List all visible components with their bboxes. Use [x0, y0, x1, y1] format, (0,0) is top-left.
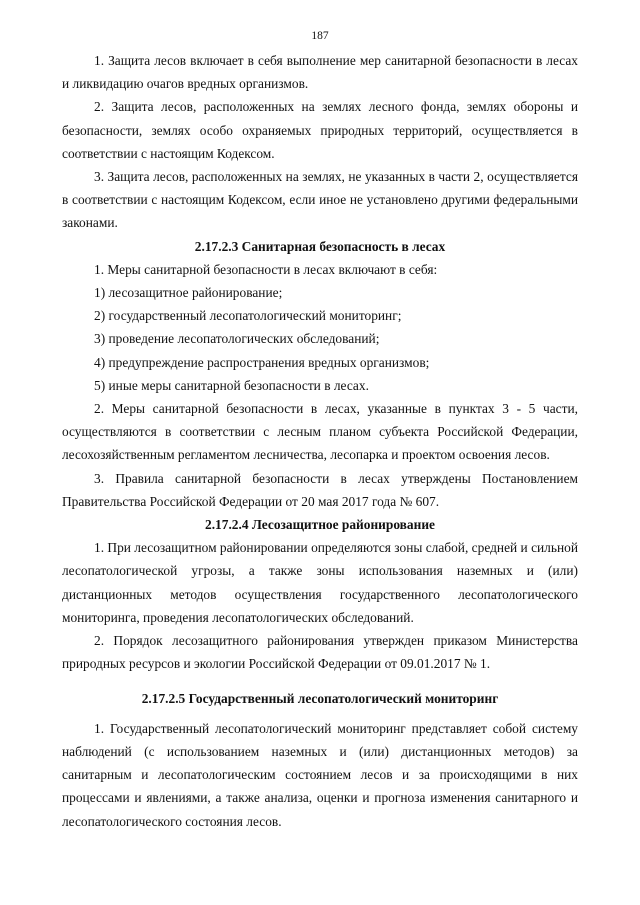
- section-heading: 2.17.2.4 Лесозащитное районирование: [205, 517, 435, 533]
- paragraph: 2) государственный лесопатологический мониторинг;: [94, 308, 402, 324]
- paragraph: 3) проведение лесопатологических обследований;: [94, 331, 380, 347]
- section-heading: 2.17.2.5 Государственный лесопатологический мониторинг: [141, 691, 499, 707]
- paragraph: 2. Меры санитарной безопасности в лесах, указанные в пунктах 3 - 5 части, осуществляются в соответствии с лесным планом субъекта Российской Федерации, лесохозяйственным регламентом лесничества, лесопарка и проектом освоения лесов.: [62, 401, 578, 463]
- section-heading: 2.17.2.3 Санитарная безопасность в лесах: [194, 238, 446, 254]
- paragraph: 2. Порядок лесозащитного районирования утвержден приказом Министерства природных ресурсов и экологии Российской Федерации от 09.01.2017 № 1.: [62, 633, 578, 672]
- paragraph: 2. Защита лесов, расположенных на землях лесного фонда, землях обороны и безопасности, землях особо охраняемых природных территорий, осуществляется в соответствии с настоящим Кодексом.: [62, 99, 578, 161]
- paragraph: 1. Меры санитарной безопасности в лесах включают в себя:: [94, 261, 438, 277]
- paragraph: 3. Защита лесов, расположенных на землях, не указанных в части 2, осуществляется в соответствии с настоящим Кодексом, если иное не установлено другими федеральными законами.: [62, 169, 578, 231]
- paragraph: 1. Государственный лесопатологический мониторинг представляет собой систему наблюдений (с использованием наземных и (или) дистанционных методов) за санитарным и лесопатологическим состоянием лесов и за происходящими в них процессами и явлениями, а также анализа, оценки и прогноза изменения санитарного и лесопатологического состояния лесов.: [62, 720, 578, 829]
- document-body: [62, 49, 578, 833]
- paragraph: 1. Защита лесов включает в себя выполнение мер санитарной безопасности в лесах и ликвидацию очагов вредных организмов.: [62, 53, 578, 92]
- paragraph: 5) иные меры санитарной безопасности в лесах.: [94, 377, 369, 393]
- page-number: 187: [311, 30, 329, 42]
- paragraph: 4) предупреждение распространения вредных организмов;: [94, 354, 430, 370]
- paragraph: 3. Правила санитарной безопасности в лесах утверждены Постановлением Правительства Российской Федерации от 20 мая 2017 года № 607.: [62, 470, 578, 509]
- paragraph: 1) лесозащитное районирование;: [94, 285, 283, 301]
- paragraph: 1. При лесозащитном районировании определяются зоны слабой, средней и сильной лесопатологической угрозы, а также зоны использования наземных и (или) дистанционных методов осуществления государственного лесопатологического мониторинга, проведения лесопатологических обследований.: [62, 540, 578, 625]
